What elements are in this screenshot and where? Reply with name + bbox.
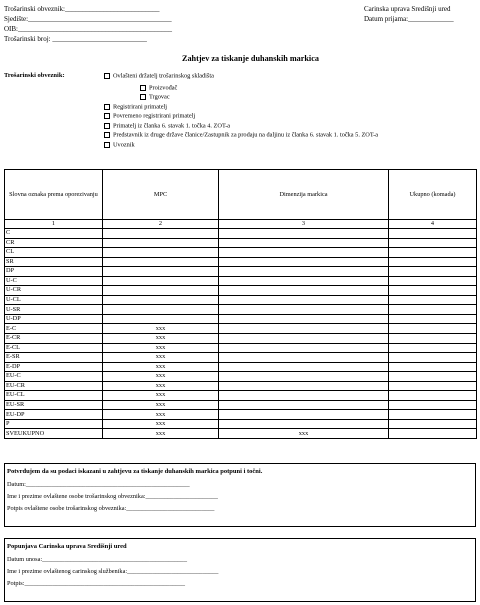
option-predstavnik[interactable]: Predstavnik iz druge države članice/Zastupnik za prodaju na daljinu iz članka 6. stavak 1. točka 5. ZOT-a xyxy=(104,132,378,139)
table-row xyxy=(5,400,477,410)
table-row xyxy=(5,391,477,401)
row-dimenzija[interactable] xyxy=(219,295,389,305)
row-mpc[interactable]: xxx xyxy=(103,381,219,391)
confirm-potpis-field[interactable]: Potpis ovlaštene osobe trošarinskog obveznika:____________________________ xyxy=(7,505,215,512)
row-mpc[interactable] xyxy=(103,248,219,258)
table-row xyxy=(5,276,477,286)
table-row xyxy=(5,353,477,363)
row-oznaka: SR xyxy=(5,257,103,267)
row-dimenzija[interactable] xyxy=(219,400,389,410)
table-row xyxy=(5,257,477,267)
table-row xyxy=(5,229,477,239)
trosarinski-broj-field[interactable]: Trošarinski broj: ___________________________ xyxy=(4,35,147,43)
page-title: Zahtjev za tiskanje duhanskih markica xyxy=(182,54,319,63)
row-ukupno[interactable] xyxy=(389,276,477,286)
row-mpc[interactable] xyxy=(103,314,219,324)
office-datum-field[interactable]: Datum unosa:______________________________________________ xyxy=(7,556,187,563)
row-ukupno[interactable] xyxy=(389,381,477,391)
row-oznaka: E-CL xyxy=(5,343,103,353)
row-oznaka: CL xyxy=(5,248,103,258)
obveznik-field[interactable]: Trošarinski obveznik:___________________________ xyxy=(4,5,160,13)
row-ukupno[interactable] xyxy=(389,229,477,239)
option-povremeno-registrirani[interactable]: Povremeno registrirani primatelj xyxy=(104,113,195,120)
row-ukupno[interactable] xyxy=(389,257,477,267)
row-dimenzija[interactable] xyxy=(219,353,389,363)
row-oznaka: EU-CL xyxy=(5,391,103,401)
row-ukupno[interactable] xyxy=(389,400,477,410)
row-oznaka: DP xyxy=(5,267,103,277)
office-box xyxy=(4,538,476,602)
row-dimenzija[interactable] xyxy=(219,381,389,391)
row-mpc[interactable]: xxx xyxy=(103,391,219,401)
row-ukupno[interactable] xyxy=(389,305,477,315)
row-ukupno[interactable] xyxy=(389,372,477,382)
row-oznaka: U-C xyxy=(5,276,103,286)
row-ukupno[interactable] xyxy=(389,343,477,353)
total-ukupno-cell[interactable] xyxy=(389,429,477,439)
row-ukupno[interactable] xyxy=(389,267,477,277)
row-mpc[interactable] xyxy=(103,276,219,286)
checkbox-icon xyxy=(104,123,110,129)
row-dimenzija[interactable] xyxy=(219,286,389,296)
row-ukupno[interactable] xyxy=(389,362,477,372)
checkbox-icon xyxy=(104,113,110,119)
row-ukupno[interactable] xyxy=(389,238,477,248)
confirm-datum-field[interactable]: Datum:____________________________________________________ xyxy=(7,481,190,488)
row-oznaka: EU-SR xyxy=(5,400,103,410)
table-row xyxy=(5,372,477,382)
confirmation-box xyxy=(4,463,476,527)
option-uvoznik[interactable]: Uvoznik xyxy=(104,142,135,149)
col-number: 4 xyxy=(389,220,477,229)
header-ukupno: Ukupno (komada) xyxy=(389,170,477,220)
col-number: 3 xyxy=(219,220,389,229)
row-mpc[interactable]: xxx xyxy=(103,343,219,353)
row-dimenzija[interactable] xyxy=(219,410,389,420)
row-oznaka: CR xyxy=(5,238,103,248)
oib-field[interactable]: OIB:____________________________________________ xyxy=(4,25,172,33)
row-dimenzija[interactable] xyxy=(219,267,389,277)
header-mpc: MPC xyxy=(103,170,219,220)
row-ukupno[interactable] xyxy=(389,286,477,296)
row-mpc[interactable] xyxy=(103,238,219,248)
row-ukupno[interactable] xyxy=(389,248,477,258)
table-row xyxy=(5,305,477,315)
row-dimenzija[interactable] xyxy=(219,248,389,258)
row-dimenzija[interactable] xyxy=(219,276,389,286)
col-number: 1 xyxy=(5,220,103,229)
table-row xyxy=(5,362,477,372)
datum-prijama-field[interactable]: Datum prijama:_____________ xyxy=(364,15,454,23)
row-mpc[interactable] xyxy=(103,286,219,296)
option-registrirani-primatelj[interactable]: Registrirani primatelj xyxy=(104,104,167,111)
office-potpis-field[interactable]: Potpis:___________________________________________________ xyxy=(7,580,186,587)
ured-label: Carinska uprava Središnji ured xyxy=(364,5,451,13)
row-ukupno[interactable] xyxy=(389,391,477,401)
checkbox-icon xyxy=(104,132,110,138)
row-oznaka: P xyxy=(5,419,103,429)
table-row xyxy=(5,295,477,305)
row-mpc[interactable]: xxx xyxy=(103,372,219,382)
option-trgovac[interactable]: Trgovac xyxy=(140,94,170,101)
table-row xyxy=(5,381,477,391)
total-mpc: xxx xyxy=(103,429,219,439)
row-ukupno[interactable] xyxy=(389,419,477,429)
row-ukupno[interactable] xyxy=(389,324,477,334)
row-ukupno[interactable] xyxy=(389,314,477,324)
row-dimenzija[interactable] xyxy=(219,334,389,344)
row-ukupno[interactable] xyxy=(389,410,477,420)
row-oznaka: E-SR xyxy=(5,353,103,363)
row-mpc[interactable]: xxx xyxy=(103,353,219,363)
table-row xyxy=(5,248,477,258)
row-ukupno[interactable] xyxy=(389,295,477,305)
row-dimenzija[interactable] xyxy=(219,324,389,334)
row-oznaka: E-CR xyxy=(5,334,103,344)
row-dimenzija[interactable] xyxy=(219,362,389,372)
office-heading: Popunjava Carinska uprava Središnji ured xyxy=(7,543,127,550)
row-oznaka: EU-C xyxy=(5,372,103,382)
table-row xyxy=(5,343,477,353)
row-dimenzija[interactable] xyxy=(219,257,389,267)
total-row xyxy=(5,429,477,439)
row-oznaka: EU-DP xyxy=(5,410,103,420)
row-dimenzija[interactable] xyxy=(219,343,389,353)
option-ovlasteni-drzatelj[interactable]: Ovlašteni držatelj trošarinskog skladišta xyxy=(104,73,214,80)
row-mpc[interactable] xyxy=(103,295,219,305)
row-dimenzija[interactable] xyxy=(219,314,389,324)
row-dimenzija[interactable] xyxy=(219,372,389,382)
row-mpc[interactable]: xxx xyxy=(103,419,219,429)
row-dimenzija[interactable] xyxy=(219,305,389,315)
row-mpc[interactable] xyxy=(103,267,219,277)
row-oznaka: U-CR xyxy=(5,286,103,296)
row-oznaka: U-CL xyxy=(5,295,103,305)
row-dimenzija[interactable] xyxy=(219,229,389,239)
row-ukupno[interactable] xyxy=(389,334,477,344)
row-ukupno[interactable] xyxy=(389,353,477,363)
checkbox-icon xyxy=(140,85,146,91)
row-oznaka: E-DP xyxy=(5,362,103,372)
row-mpc[interactable] xyxy=(103,305,219,315)
option-proizvodac[interactable]: Proizvođač xyxy=(140,85,177,92)
checkbox-icon xyxy=(104,104,110,110)
row-dimenzija[interactable] xyxy=(219,419,389,429)
header-oznaka: Slovna oznaka prema oporezivanju xyxy=(5,170,103,220)
table-row xyxy=(5,238,477,248)
office-ime-field[interactable]: Ime i prezime ovlaštenog carinskog službenika:_____________________________ xyxy=(7,568,219,575)
total-label: SVEUKUPNO xyxy=(5,429,103,439)
checkbox-icon xyxy=(104,73,110,79)
row-mpc[interactable] xyxy=(103,229,219,239)
row-mpc[interactable] xyxy=(103,257,219,267)
row-oznaka: U-SR xyxy=(5,305,103,315)
row-mpc[interactable]: xxx xyxy=(103,324,219,334)
table-row xyxy=(5,286,477,296)
row-mpc[interactable]: xxx xyxy=(103,410,219,420)
row-mpc[interactable]: xxx xyxy=(103,400,219,410)
option-primatelj-clanak-6[interactable]: Primatelj iz članka 6. stavak 1. točka 4. ZOT-a xyxy=(104,123,230,130)
table-row xyxy=(5,334,477,344)
table-row xyxy=(5,410,477,420)
total-dimenzija: xxx xyxy=(219,429,389,439)
row-mpc[interactable]: xxx xyxy=(103,362,219,372)
sjediste-field[interactable]: Sjedište:_________________________________________ xyxy=(4,15,172,23)
markice-table xyxy=(4,169,477,439)
checkbox-icon xyxy=(140,94,146,100)
col-number: 2 xyxy=(103,220,219,229)
table-row xyxy=(5,324,477,334)
table-row xyxy=(5,419,477,429)
table-body xyxy=(5,229,477,429)
row-oznaka: C xyxy=(5,229,103,239)
obveznik-label: Trošarinski obveznik: xyxy=(4,72,65,79)
row-mpc[interactable]: xxx xyxy=(103,334,219,344)
confirmation-heading: Potvrđujem da su podaci iskazani u zahtjevu za tiskanje duhanskih markica potpuni i točni. xyxy=(7,468,263,475)
header-dimenzija: Dimenzija markica xyxy=(219,170,389,220)
table-row xyxy=(5,267,477,277)
row-oznaka: EU-CR xyxy=(5,381,103,391)
table-row xyxy=(5,314,477,324)
row-dimenzija[interactable] xyxy=(219,238,389,248)
row-oznaka: U-DP xyxy=(5,314,103,324)
row-dimenzija[interactable] xyxy=(219,391,389,401)
row-oznaka: E-C xyxy=(5,324,103,334)
checkbox-icon xyxy=(104,142,110,148)
confirm-ime-field[interactable]: Ime i prezime ovlaštene osobe trošarinskog obveznika:_______________________ xyxy=(7,493,218,500)
